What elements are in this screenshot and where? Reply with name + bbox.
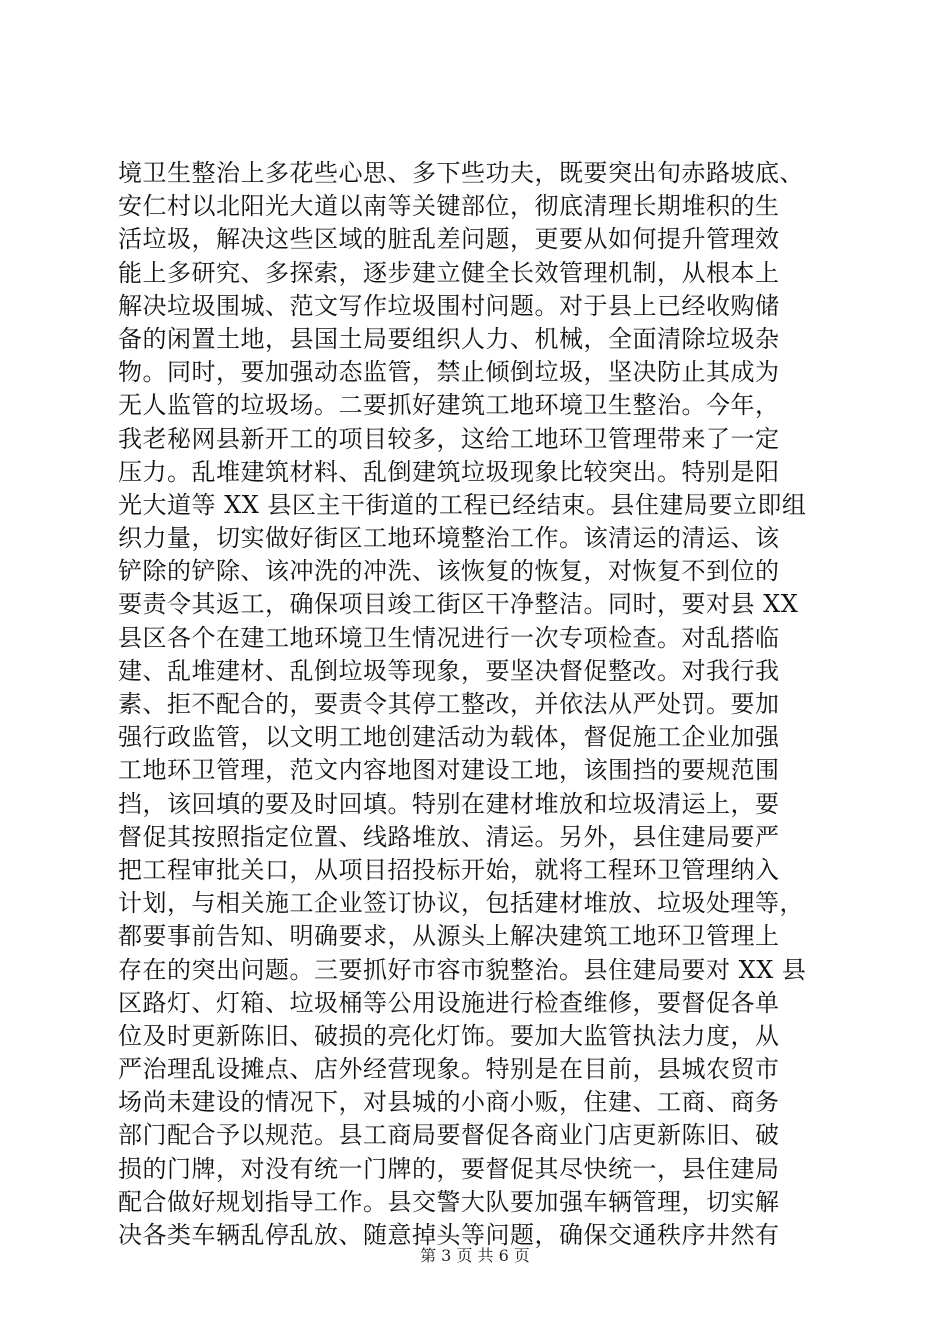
page-footer: 第 3 页 共 6 页 <box>420 1246 530 1265</box>
text-line: 织力量，切实做好街区工地环境整治工作。该清运的清运、该 <box>118 524 780 553</box>
text-line: 要责令其返工，确保项目竣工街区干净整洁。同时，要对县 XX <box>118 590 799 619</box>
text-line: 损的门牌，对没有统一门牌的，要督促其尽快统一，县住建局 <box>118 1154 780 1183</box>
text-line: 配合做好规划指导工作。县交警大队要加强车辆管理，切实解 <box>118 1187 780 1216</box>
text-line: 建、乱堆建材、乱倒垃圾等现象，要坚决督促整改。对我行我 <box>118 656 780 685</box>
text-line: 部门配合予以规范。县工商局要督促各商业门店更新陈旧、破 <box>118 1121 780 1150</box>
text-line: 计划，与相关施工企业签订协议，包括建材堆放、垃圾处理等， <box>118 889 804 918</box>
text-line: 严治理乱设摊点、店外经营现象。特别是在目前，县城农贸市 <box>118 1055 780 1084</box>
text-line: 光大道等 XX 县区主干街道的工程已经结束。县住建局要立即组 <box>118 490 807 519</box>
text-line: 强行政监管，以文明工地创建活动为载体，督促施工企业加强 <box>118 723 780 752</box>
text-line: 铲除的铲除、该冲洗的冲洗、该恢复的恢复，对恢复不到位的 <box>118 557 780 586</box>
text-line: 决各类车辆乱停乱放、随意掉头等问题，确保交通秩序井然有 <box>118 1221 780 1249</box>
text-line: 安仁村以北阳光大道以南等关键部位，彻底清理长期堆积的生 <box>118 192 780 221</box>
text-line: 活垃圾，解决这些区域的脏乱差问题，更要从如何提升管理效 <box>118 225 780 254</box>
text-line: 都要事前告知、明确要求，从源头上解决建筑工地环卫管理上 <box>118 922 780 951</box>
text-line: 能上多研究、多探索，逐步建立健全长效管理机制，从根本上 <box>118 258 780 287</box>
text-line: 工地环卫管理，范文内容地图对建设工地，该围挡的要规范围 <box>118 756 780 785</box>
text-line: 解决垃圾围城、范文写作垃圾围村问题。对于县上已经收购储 <box>118 291 780 320</box>
text-line: 压力。乱堆建筑材料、乱倒建筑垃圾现象比较突出。特别是阳 <box>118 457 780 486</box>
text-line: 场尚未建设的情况下，对县城的小商小贩，住建、工商、商务 <box>118 1088 780 1117</box>
text-line: 无人监管的垃圾场。二要抓好建筑工地环境卫生整治。今年， <box>118 391 780 420</box>
text-line: 备的闲置土地，县国土局要组织人力、机械，全面清除垃圾杂 <box>118 324 780 353</box>
text-line: 挡，该回填的要及时回填。特别在建材堆放和垃圾清运上，要 <box>118 789 780 818</box>
text-line: 区路灯、灯箱、垃圾桶等公用设施进行检查维修，要督促各单 <box>118 988 780 1017</box>
text-line: 素、拒不配合的，要责令其停工整改，并依法从严处罚。要加 <box>118 690 780 718</box>
text-line: 把工程审批关口，从项目招投标开始，就将工程环卫管理纳入 <box>118 855 780 884</box>
body-text <box>118 157 838 1252</box>
text-line: 位及时更新陈旧、破损的亮化灯饰。要加大监管执法力度，从 <box>118 1021 780 1050</box>
text-line: 县区各个在建工地环境卫生情况进行一次专项检查。对乱搭临 <box>118 623 780 652</box>
text-line: 境卫生整治上多花些心思、多下些功夫，既要突出旬赤路坡底、 <box>118 159 804 187</box>
text-line: 督促其按照指定位置、线路堆放、清运。另外，县住建局要严 <box>118 822 780 851</box>
text-line: 物。同时，要加强动态监管，禁止倾倒垃圾，坚决防止其成为 <box>118 358 780 387</box>
text-line: 存在的突出问题。三要抓好市容市貌整治。县住建局要对 XX 县 <box>118 955 807 984</box>
text-line: 我老秘网县新开工的项目较多，这给工地环卫管理带来了一定 <box>118 424 780 453</box>
